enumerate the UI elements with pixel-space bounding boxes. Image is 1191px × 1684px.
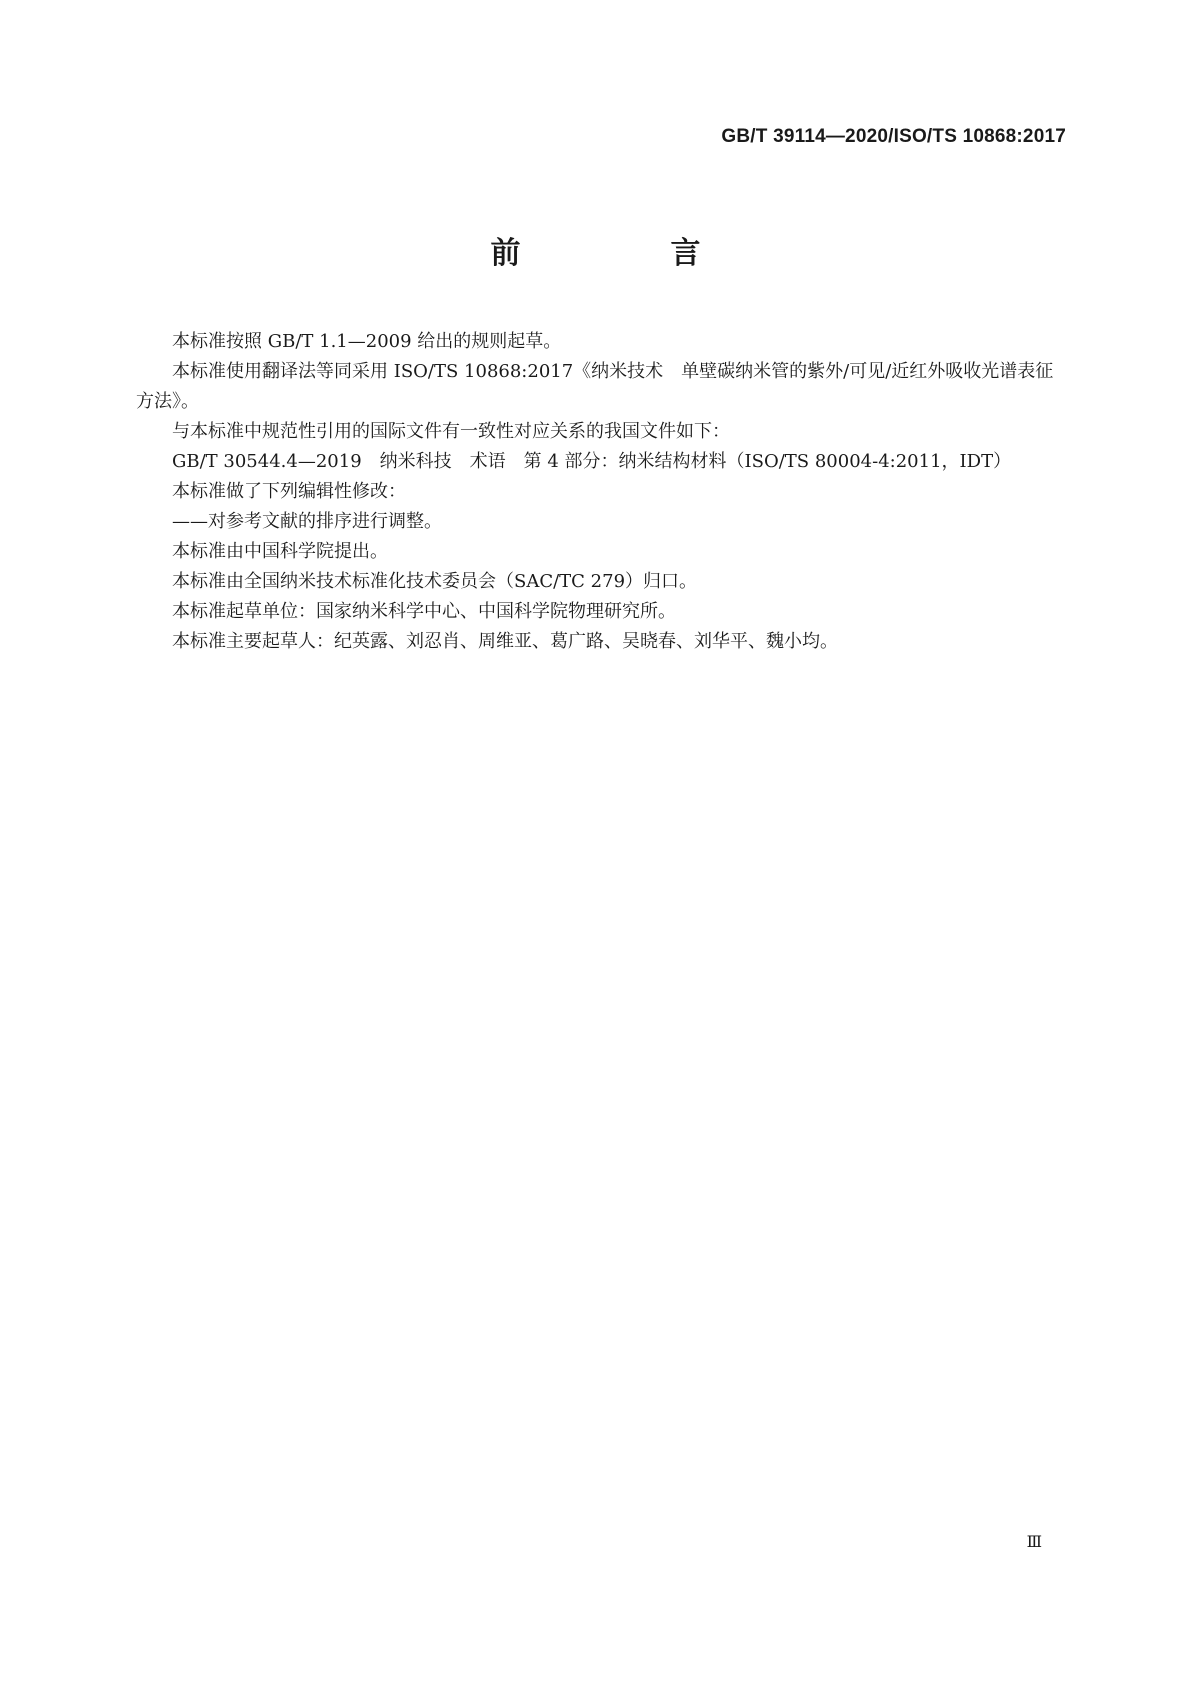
paragraph-editorial-item: ——对参考文献的排序进行调整。 <box>172 511 442 532</box>
paragraph-editorial-changes: 本标准做了下列编辑性修改： <box>172 481 406 502</box>
paragraph-proposed-by: 本标准由中国科学院提出。 <box>172 541 388 562</box>
document-code-header: GB/T 39114—2020/ISO/TS 10868:2017 <box>721 126 1066 147</box>
foreword-body <box>136 327 1061 657</box>
paragraph-drafters: 本标准主要起草人：纪英露、刘忍肖、周维亚、葛广路、吴晓春、刘华平、魏小均。 <box>172 631 838 652</box>
page-title: 前 言 <box>490 236 761 271</box>
paragraph-drafting-units: 本标准起草单位：国家纳米科学中心、中国科学院物理研究所。 <box>172 601 676 622</box>
page-number: Ⅲ <box>1026 1532 1042 1551</box>
paragraph-correspondence-item: GB/T 30544.4—2019 纳米科技 术语 第 4 部分：纳米结构材料（ISO/TS 80004-4:2011，IDT） <box>172 451 1012 472</box>
paragraph-drafting-rules: 本标准按照 GB/T 1.1—2009 给出的规则起草。 <box>172 331 562 352</box>
paragraph-correspondence-intro: 与本标准中规范性引用的国际文件有一致性对应关系的我国文件如下： <box>172 421 730 442</box>
paragraph-adoption: 本标准使用翻译法等同采用 ISO/TS 10868:2017《纳米技术 单壁碳纳米管的紫外/可见/近红外吸收光谱表征方法》。 <box>136 361 1054 412</box>
paragraph-under-jurisdiction: 本标准由全国纳米技术标准化技术委员会（SAC/TC 279）归口。 <box>172 571 698 592</box>
